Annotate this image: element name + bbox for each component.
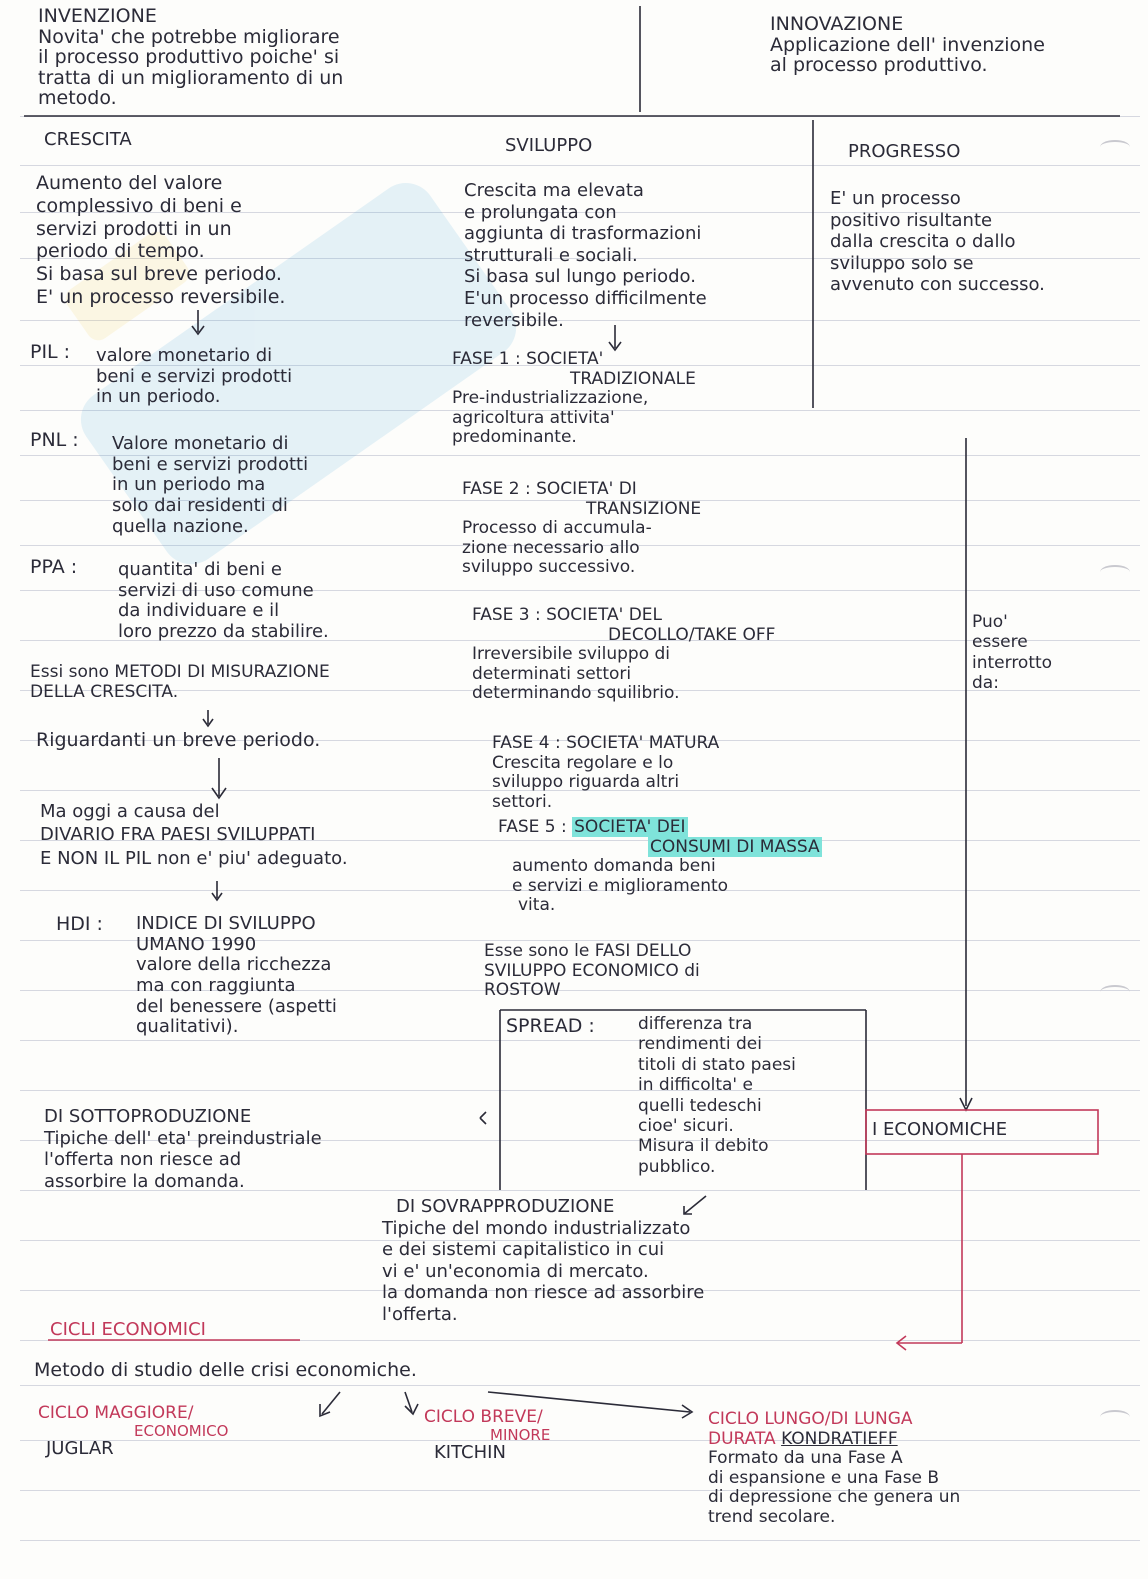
interrotto-line: da: [972, 673, 999, 694]
innovazione-title: INNOVAZIONE [770, 13, 904, 35]
crescita-line: E' un processo reversibile. [36, 285, 286, 308]
interrotto-line: interrotto [972, 652, 1053, 673]
sviluppo-title: SVILUPPO [505, 135, 593, 156]
crisi-economiche-label: I ECONOMICHE [872, 1119, 1008, 1140]
spread-line: rendimenti dei [638, 1034, 762, 1055]
crescita-line: Si basa sul breve periodo. [36, 263, 282, 286]
pil-line: valore monetario di [96, 345, 273, 366]
innovazione-section [770, 14, 1045, 76]
fase-line: sviluppo riguarda altri [492, 772, 680, 793]
metodi-line: Essi sono METODI DI MISURAZIONE [30, 662, 330, 682]
fase-line: vita. [518, 895, 556, 916]
fase-subtitle: DECOLLO/TAKE OFF [608, 624, 776, 645]
spread-line: pubblico. [638, 1156, 716, 1177]
sovrapproduzione-line: la domanda non riesce ad assorbire [382, 1282, 705, 1304]
sottoproduzione-line: assorbire la domanda. [44, 1170, 245, 1192]
hdi-body [136, 914, 337, 1038]
progresso-line: sviluppo solo se [830, 252, 974, 274]
sovrapproduzione-section [382, 1196, 704, 1326]
pil-line: in un periodo. [96, 386, 221, 408]
spread-line: quelli tedeschi [638, 1095, 762, 1116]
hdi-line: del benessere (aspetti [136, 995, 337, 1017]
ciclo-maggiore-name: JUGLAR [46, 1438, 114, 1460]
fase-line: settori. [492, 791, 553, 812]
spread-label: SPREAD : [506, 1015, 595, 1037]
spread-line: Misura il debito [638, 1136, 769, 1157]
fase-line: Processo di accumula- [462, 518, 652, 539]
fase-title: FASE 2 : SOCIETA' DI [462, 479, 637, 499]
rostow-line: SVILUPPO ECONOMICO di [484, 960, 700, 981]
pnl-line: beni e servizi prodotti [112, 453, 309, 475]
progresso-title: PROGRESSO [848, 141, 961, 162]
pnl-line: in un periodo ma [112, 474, 266, 496]
interrotto-note [972, 612, 1052, 694]
sviluppo-line: Si basa sul lungo periodo. [464, 266, 696, 288]
sottoproduzione-title: DI SOTTOPRODUZIONE [44, 1106, 252, 1127]
sottoproduzione-line: l'offerta non riesce ad [44, 1149, 242, 1171]
ciclo-breve-label: CICLO BREVE/ [424, 1407, 543, 1427]
invenzione-title: INVENZIONE [38, 5, 157, 27]
fase-title: FASE 1 : SOCIETA' [452, 349, 604, 369]
pil-label: PIL : [30, 341, 71, 363]
invenzione-line: tratta di un miglioramento di un [38, 66, 344, 89]
ppa-line: quantita' di beni e [118, 559, 282, 580]
ciclo-lungo-line: trend secolare. [708, 1506, 836, 1527]
progresso-line: E' un processo [830, 188, 961, 209]
fase-line: aumento domanda beni [512, 856, 716, 877]
ciclo-lungo-label: CICLO LUNGO/DI LUNGA [708, 1409, 913, 1429]
crescita-body [36, 172, 285, 309]
spread-line: cioe' sicuri. [638, 1115, 734, 1136]
riguardanti-note: Riguardanti un breve periodo. [36, 729, 321, 751]
fase-title: FASE 3 : SOCIETA' DEL [472, 605, 663, 625]
crescita-line: periodo di tempo. [36, 240, 205, 263]
invenzione-section [38, 6, 343, 109]
fase-subtitle: TRANSIZIONE [586, 498, 702, 519]
invenzione-line: il processo produttivo poiche' si [38, 46, 340, 69]
ppa-label: PPA : [30, 556, 78, 578]
fase-5 [498, 818, 822, 916]
fase-4 [492, 734, 719, 812]
ciclo-lungo-line: di espansione e una Fase B [708, 1467, 940, 1488]
progresso-line: avvenuto con successo. [830, 274, 1045, 296]
ciclo-lungo [708, 1410, 960, 1527]
sviluppo-line: e prolungata con [464, 201, 617, 223]
sottoproduzione-section [44, 1106, 322, 1192]
fase-line: Crescita regolare e lo [492, 752, 674, 773]
divario-line: E NON IL PIL non e' piu' adeguato. [40, 847, 348, 869]
fase-subtitle: SOCIETA' DEI [574, 817, 686, 837]
fase-line: sviluppo successivo. [462, 557, 636, 578]
progresso-body [830, 188, 1045, 296]
invenzione-line: metodo. [38, 87, 117, 110]
ciclo-breve-label2: MINORE [490, 1425, 551, 1444]
hdi-line: valore della ricchezza [136, 954, 332, 976]
crescita-title: CRESCITA [44, 129, 132, 150]
progresso-line: positivo risultante [830, 209, 993, 231]
sovrapproduzione-line: Tipiche del mondo industrializzato [382, 1217, 691, 1239]
divario-line: Ma oggi a causa del [40, 801, 220, 822]
fase-line: zione necessario allo [462, 537, 640, 558]
hdi-label: HDI : [56, 913, 103, 935]
sovrapproduzione-line: e dei sistemi capitalistico in cui [382, 1239, 665, 1261]
invenzione-line: Novita' che potrebbe migliorare [38, 25, 340, 48]
ciclo-breve [424, 1408, 550, 1463]
pnl-line: Valore monetario di [112, 433, 289, 454]
sviluppo-line: aggiunta di trasformazioni [464, 223, 702, 245]
crescita-line: Aumento del valore [36, 172, 223, 194]
rostow-line: ROSTOW [484, 980, 561, 1001]
ppa-line: loro prezzo da stabilire. [118, 621, 329, 643]
hdi-line: INDICE DI SVILUPPO [136, 913, 316, 934]
spread-line: differenza tra [638, 1014, 753, 1034]
fase-line: predominante. [452, 427, 577, 448]
ppa-body [118, 560, 329, 643]
pnl-line: quella nazione. [112, 515, 249, 537]
fase-subtitle: TRADIZIONALE [570, 368, 696, 389]
innovazione-line: al processo produttivo. [770, 54, 988, 77]
crescita-line: complessivo di beni e [36, 194, 242, 217]
fase-subtitle: CONSUMI DI MASSA [650, 836, 820, 857]
crescita-line: servizi prodotti in un [36, 217, 232, 240]
sviluppo-line: strutturali e sociali. [464, 244, 638, 266]
fase-title: FASE 5 : [498, 817, 567, 837]
sovrapproduzione-line: l'offerta. [382, 1303, 458, 1325]
spread-line: titoli di stato paesi [638, 1054, 796, 1075]
pnl-body [112, 434, 308, 537]
fase-line: agricoltura attivita' [452, 407, 615, 428]
pnl-label: PNL : [30, 429, 79, 451]
sviluppo-line: reversibile. [464, 309, 564, 331]
hdi-line: ma con raggiunta [136, 975, 296, 997]
spread-line: in difficolta' e [638, 1075, 753, 1096]
sovrapproduzione-line: vi e' un'economia di mercato. [382, 1260, 649, 1282]
sviluppo-body [464, 180, 707, 331]
innovazione-line: Applicazione dell' invenzione [770, 33, 1045, 56]
pnl-line: solo dai residenti di [112, 495, 288, 517]
metodi-line: DELLA CRESCITA. [30, 682, 179, 703]
progresso-line: dalla crescita o dallo [830, 231, 1016, 253]
pil-line: beni e servizi prodotti [96, 365, 293, 387]
pil-body [96, 346, 292, 408]
interrotto-line: Puo' [972, 612, 1008, 632]
fase-line: Pre-industrializzazione, [452, 388, 649, 409]
spread-body [638, 1014, 796, 1177]
ciclo-lungo-name: KONDRATIEFF [781, 1428, 898, 1449]
metodi-note [30, 662, 330, 703]
ppa-line: servizi di uso comune [118, 579, 314, 601]
ciclo-maggiore-label2: ECONOMICO [134, 1421, 229, 1440]
cicli-title: CICLI ECONOMICI [50, 1319, 206, 1340]
ciclo-lungo-line: di depressione che genera un [708, 1487, 961, 1508]
fase-1 [452, 350, 696, 448]
cicli-metodo: Metodo di studio delle crisi economiche. [34, 1359, 417, 1381]
fase-line: e servizi e miglioramento [512, 875, 729, 896]
fase-line: determinati settori [472, 663, 632, 684]
ciclo-maggiore-label: CICLO MAGGIORE/ [38, 1403, 194, 1423]
fase-2 [462, 480, 701, 578]
sottoproduzione-line: Tipiche dell' eta' preindustriale [44, 1127, 322, 1149]
ciclo-lungo-label2: DURATA [708, 1428, 776, 1449]
rostow-note [484, 942, 700, 1001]
sovrapproduzione-title: DI SOVRAPPRODUZIONE [396, 1196, 615, 1217]
rostow-line: Esse sono le FASI DELLO [484, 941, 692, 961]
interrotto-line: essere [972, 632, 1028, 653]
hdi-line: qualitativi). [136, 1016, 239, 1038]
ciclo-maggiore [38, 1404, 228, 1459]
divario-note [40, 800, 348, 870]
fase-line: determinando squilibrio. [472, 683, 680, 704]
fase-line: Irreversibile sviluppo di [472, 644, 671, 665]
ciclo-breve-name: KITCHIN [434, 1442, 506, 1464]
fase-title: FASE 4 : SOCIETA' MATURA [492, 733, 720, 753]
fase-3 [472, 606, 775, 704]
divario-line: DIVARIO FRA PAESI SVILUPPATI [40, 824, 316, 846]
sviluppo-line: E'un processo difficilmente [464, 287, 707, 309]
hdi-line: UMANO 1990 [136, 933, 257, 955]
ppa-line: da individuare e il [118, 600, 280, 622]
ciclo-lungo-line: Formato da una Fase A [708, 1448, 903, 1469]
sviluppo-line: Crescita ma elevata [464, 180, 644, 201]
